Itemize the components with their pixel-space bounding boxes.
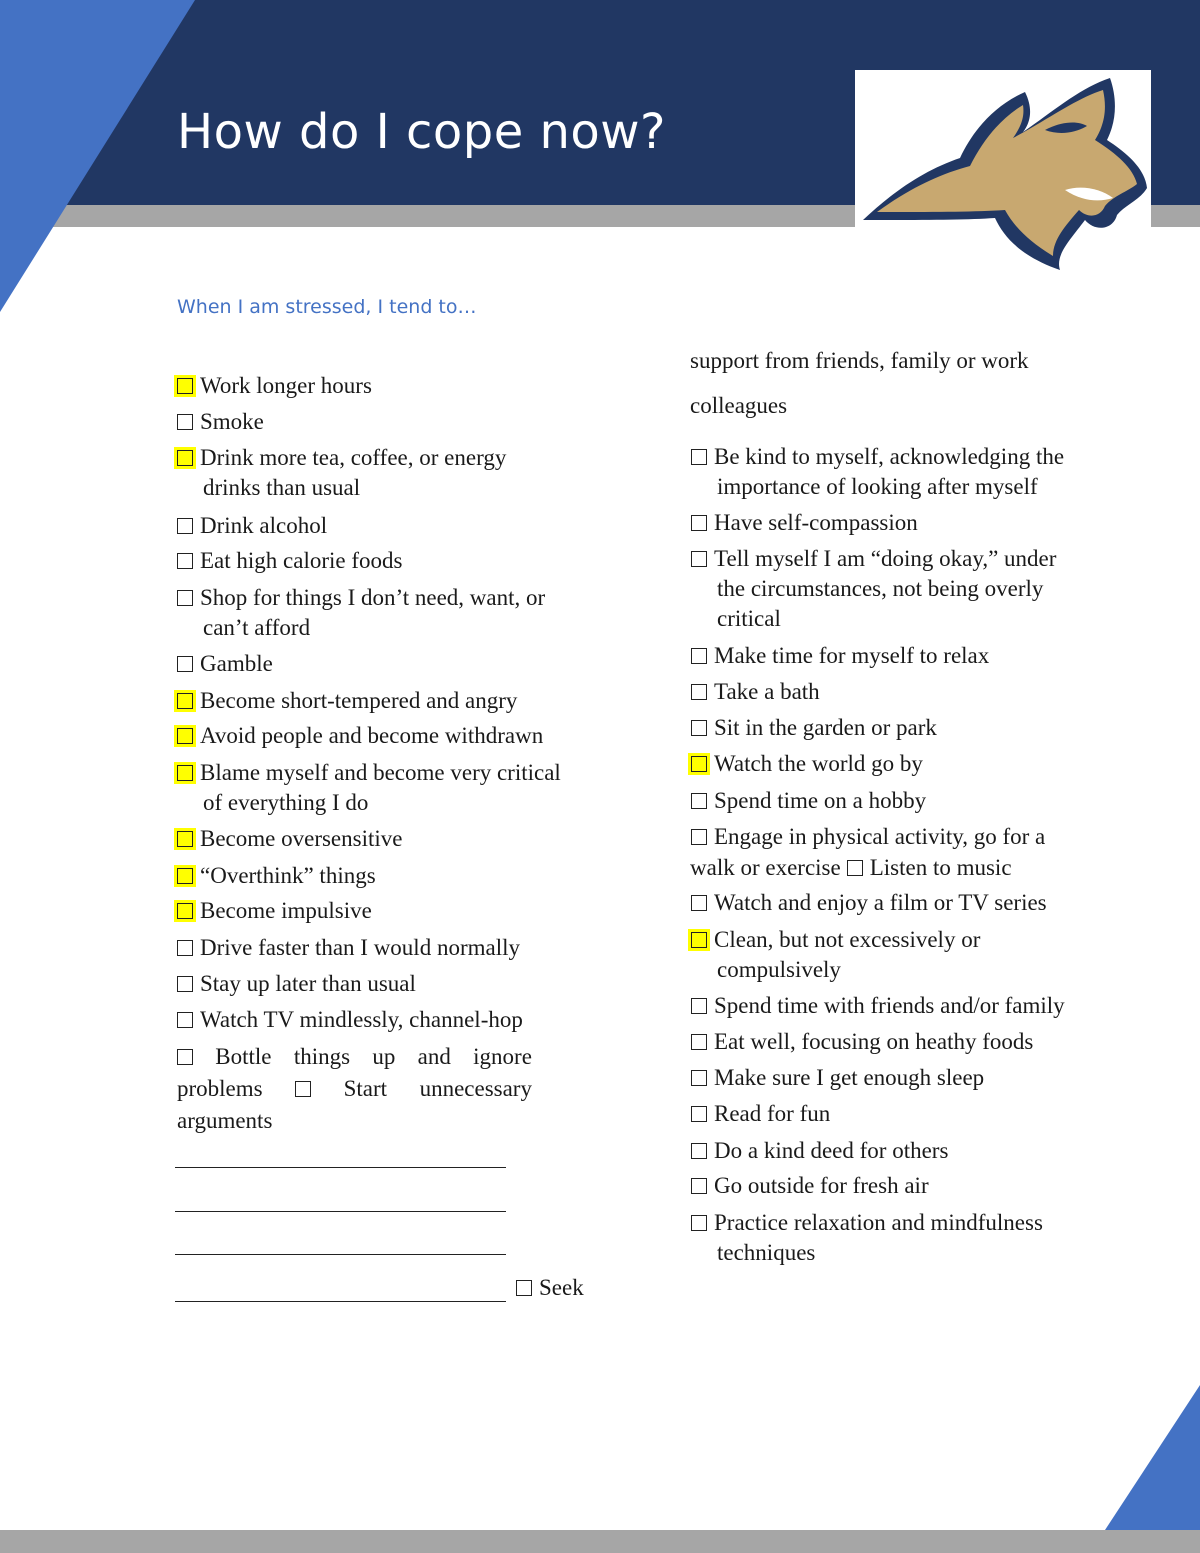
checkbox-icon[interactable] (177, 414, 193, 430)
checkbox-icon[interactable] (691, 1106, 707, 1122)
corner-triangle-top-left (0, 0, 200, 320)
item-label: “Overthink” things (200, 863, 376, 888)
word: problems (177, 1076, 263, 1101)
checklist-item-film (691, 888, 1047, 918)
checklist-item-bath (691, 677, 820, 707)
checklist-item-work-longer (177, 371, 372, 401)
word: Bottle (215, 1044, 272, 1069)
checkbox-icon[interactable] (177, 590, 193, 606)
checkbox-icon[interactable] (847, 860, 863, 876)
item-label: Become impulsive (200, 898, 372, 923)
checkbox-icon[interactable] (691, 1070, 707, 1086)
checklist-item-blame-myself (177, 758, 561, 818)
checklist-item-smoke (177, 407, 264, 437)
item-label: Eat well, focusing on heathy foods (714, 1029, 1034, 1054)
checkbox-icon[interactable] (177, 868, 193, 884)
checklist-item-stay-up (177, 969, 416, 999)
item-label: Shop for things I don’t need, want, or (200, 585, 546, 610)
checklist-item-physical-activity-continued (690, 853, 1012, 883)
item-label-continued: walk or exercise (690, 855, 841, 880)
item-label: Spend time with friends and/or family (714, 993, 1065, 1018)
checklist-item-gamble (177, 649, 273, 679)
checkbox-icon[interactable] (691, 756, 707, 772)
checkbox-icon[interactable] (691, 551, 707, 567)
checklist-item-be-kind (691, 442, 1064, 502)
item-label: Tell myself I am “doing okay,” under (714, 546, 1057, 571)
checkbox-icon[interactable] (691, 895, 707, 911)
checklist-item-eat-high-calorie (177, 546, 402, 576)
blank-line[interactable] (175, 1167, 506, 1168)
checklist-item-problems-start (177, 1074, 532, 1104)
checkbox-icon[interactable] (177, 728, 193, 744)
checklist-item-read (691, 1099, 830, 1129)
checkbox-icon[interactable] (177, 656, 193, 672)
item-label: Smoke (200, 409, 264, 434)
word: Start (343, 1076, 388, 1101)
checkbox-icon[interactable] (177, 940, 193, 956)
checkbox-icon[interactable] (691, 829, 707, 845)
item-label: support from friends, family or work (690, 348, 1029, 373)
checklist-item-garden (691, 713, 937, 743)
item-label: Practice relaxation and mindfulness (714, 1210, 1043, 1235)
checklist-item-hobby (691, 786, 926, 816)
checklist-item-eat-well (691, 1027, 1033, 1057)
checkbox-icon[interactable] (691, 648, 707, 664)
item-label-continued: drinks than usual (203, 475, 361, 500)
item-label: Stay up later than usual (200, 971, 416, 996)
item-label-continued: critical (717, 606, 781, 631)
item-label: Work longer hours (200, 373, 372, 398)
item-label: Watch the world go by (714, 751, 923, 776)
checklist-item-outside (691, 1171, 929, 1201)
checklist-item-watch-tv (177, 1005, 523, 1035)
item-label: Sit in the garden or park (714, 715, 937, 740)
checklist-item-impulsive (177, 896, 372, 926)
blank-line[interactable] (175, 1211, 506, 1212)
checkbox-icon[interactable] (516, 1280, 532, 1296)
checkbox-icon[interactable] (691, 449, 707, 465)
checkbox-icon[interactable] (691, 515, 707, 531)
checklist-item-tell-myself (691, 544, 1056, 634)
item-label: Engage in physical activity, go for a (714, 824, 1046, 849)
item-label-continued: importance of looking after myself (717, 474, 1038, 499)
item-label-continued: of everything I do (203, 790, 369, 815)
checkbox-icon[interactable] (177, 976, 193, 992)
word: up (372, 1044, 396, 1069)
checkbox-icon[interactable] (177, 903, 193, 919)
word: and (417, 1044, 451, 1069)
item-label: Read for fun (714, 1101, 831, 1126)
page-title: How do I cope now? (177, 104, 667, 160)
item-label: Eat high calorie foods (200, 548, 403, 573)
checkbox-icon[interactable] (691, 1215, 707, 1231)
footer-gray-stripe (0, 1530, 1200, 1553)
item-label-continued: techniques (717, 1240, 816, 1265)
logo-panel (855, 70, 1151, 270)
item-label: Avoid people and become withdrawn (200, 723, 544, 748)
item-label: Have self-compassion (714, 510, 918, 535)
item-label: Be kind to myself, acknowledging the (714, 444, 1065, 469)
checklist-item-bottle (177, 1042, 532, 1072)
checklist-item-oversensitive (177, 824, 402, 854)
item-label: Listen to music (869, 855, 1012, 880)
bobcat-logo-icon (855, 70, 1151, 270)
checklist-item-avoid-people (177, 721, 543, 751)
checkbox-icon[interactable] (691, 1034, 707, 1050)
checkbox-icon[interactable] (177, 450, 193, 466)
checkbox-icon[interactable] (691, 1178, 707, 1194)
checkbox-icon[interactable] (691, 793, 707, 809)
checkbox-icon[interactable] (177, 1049, 193, 1065)
checkbox-icon[interactable] (177, 1012, 193, 1028)
checklist-item-seek (516, 1273, 584, 1303)
checklist-item-support-continued (690, 346, 1029, 376)
item-label: Gamble (200, 651, 273, 676)
item-label: Watch TV mindlessly, channel-hop (200, 1007, 523, 1032)
item-label: Become oversensitive (200, 826, 403, 851)
checklist-item-arguments (177, 1106, 272, 1136)
checklist-item-drink-alcohol (177, 511, 327, 541)
checklist-item-clean (691, 925, 980, 985)
item-label: Become short-tempered and angry (200, 688, 518, 713)
checkbox-icon[interactable] (177, 831, 193, 847)
item-label: Take a bath (714, 679, 820, 704)
word: arguments (177, 1108, 273, 1133)
item-label: Watch and enjoy a film or TV series (714, 890, 1047, 915)
checkbox-icon[interactable] (691, 684, 707, 700)
item-label-continued: the circumstances, not being overly (717, 576, 1044, 601)
item-label: Drink more tea, coffee, or energy (200, 445, 507, 470)
checkbox-icon[interactable] (295, 1081, 311, 1097)
blank-line[interactable] (175, 1254, 506, 1255)
item-label: colleagues (690, 393, 788, 418)
item-label: Blame myself and become very critical (200, 760, 561, 785)
checklist-item-physical-activity (691, 822, 1045, 852)
checkbox-icon[interactable] (691, 720, 707, 736)
checklist-item-sleep (691, 1063, 984, 1093)
checklist-item-short-tempered (177, 686, 517, 716)
checkbox-icon[interactable] (177, 553, 193, 569)
item-label: Drive faster than I would normally (200, 935, 520, 960)
checklist-item-practice-relaxation (691, 1208, 1043, 1268)
section-subtitle: When I am stressed, I tend to… (177, 296, 477, 318)
checkbox-icon[interactable] (691, 1143, 707, 1159)
checkbox-icon[interactable] (691, 998, 707, 1014)
item-label: Clean, but not excessively or (714, 927, 981, 952)
word: things (293, 1044, 351, 1069)
checklist-item-drive-faster (177, 933, 520, 963)
checklist-item-friends (691, 991, 1065, 1021)
checkbox-icon[interactable] (177, 378, 193, 394)
blank-line[interactable] (175, 1301, 506, 1302)
checklist-item-watch-world (691, 749, 923, 779)
checkbox-icon[interactable] (691, 932, 707, 948)
item-label-continued: can’t afford (203, 615, 311, 640)
checklist-item-support-continued-2 (690, 391, 787, 421)
checklist-item-kind-deed (691, 1136, 948, 1166)
checklist-item-drink-tea (177, 443, 506, 503)
item-label: Go outside for fresh air (714, 1173, 929, 1198)
item-label: Spend time on a hobby (714, 788, 927, 813)
word: unnecessary (419, 1076, 532, 1101)
item-label-continued: compulsively (717, 957, 841, 982)
checklist-item-self-compassion (691, 508, 918, 538)
checkbox-icon[interactable] (177, 518, 193, 534)
word: ignore (473, 1044, 532, 1069)
checklist-item-relax (691, 641, 989, 671)
checklist-item-shop (177, 583, 545, 643)
checkbox-icon[interactable] (177, 693, 193, 709)
item-label: Drink alcohol (200, 513, 328, 538)
item-label: Seek (539, 1275, 584, 1300)
checklist-item-overthink (177, 861, 376, 891)
checkbox-icon[interactable] (177, 765, 193, 781)
item-label: Make time for myself to relax (714, 643, 990, 668)
item-label: Do a kind deed for others (714, 1138, 949, 1163)
item-label: Make sure I get enough sleep (714, 1065, 985, 1090)
